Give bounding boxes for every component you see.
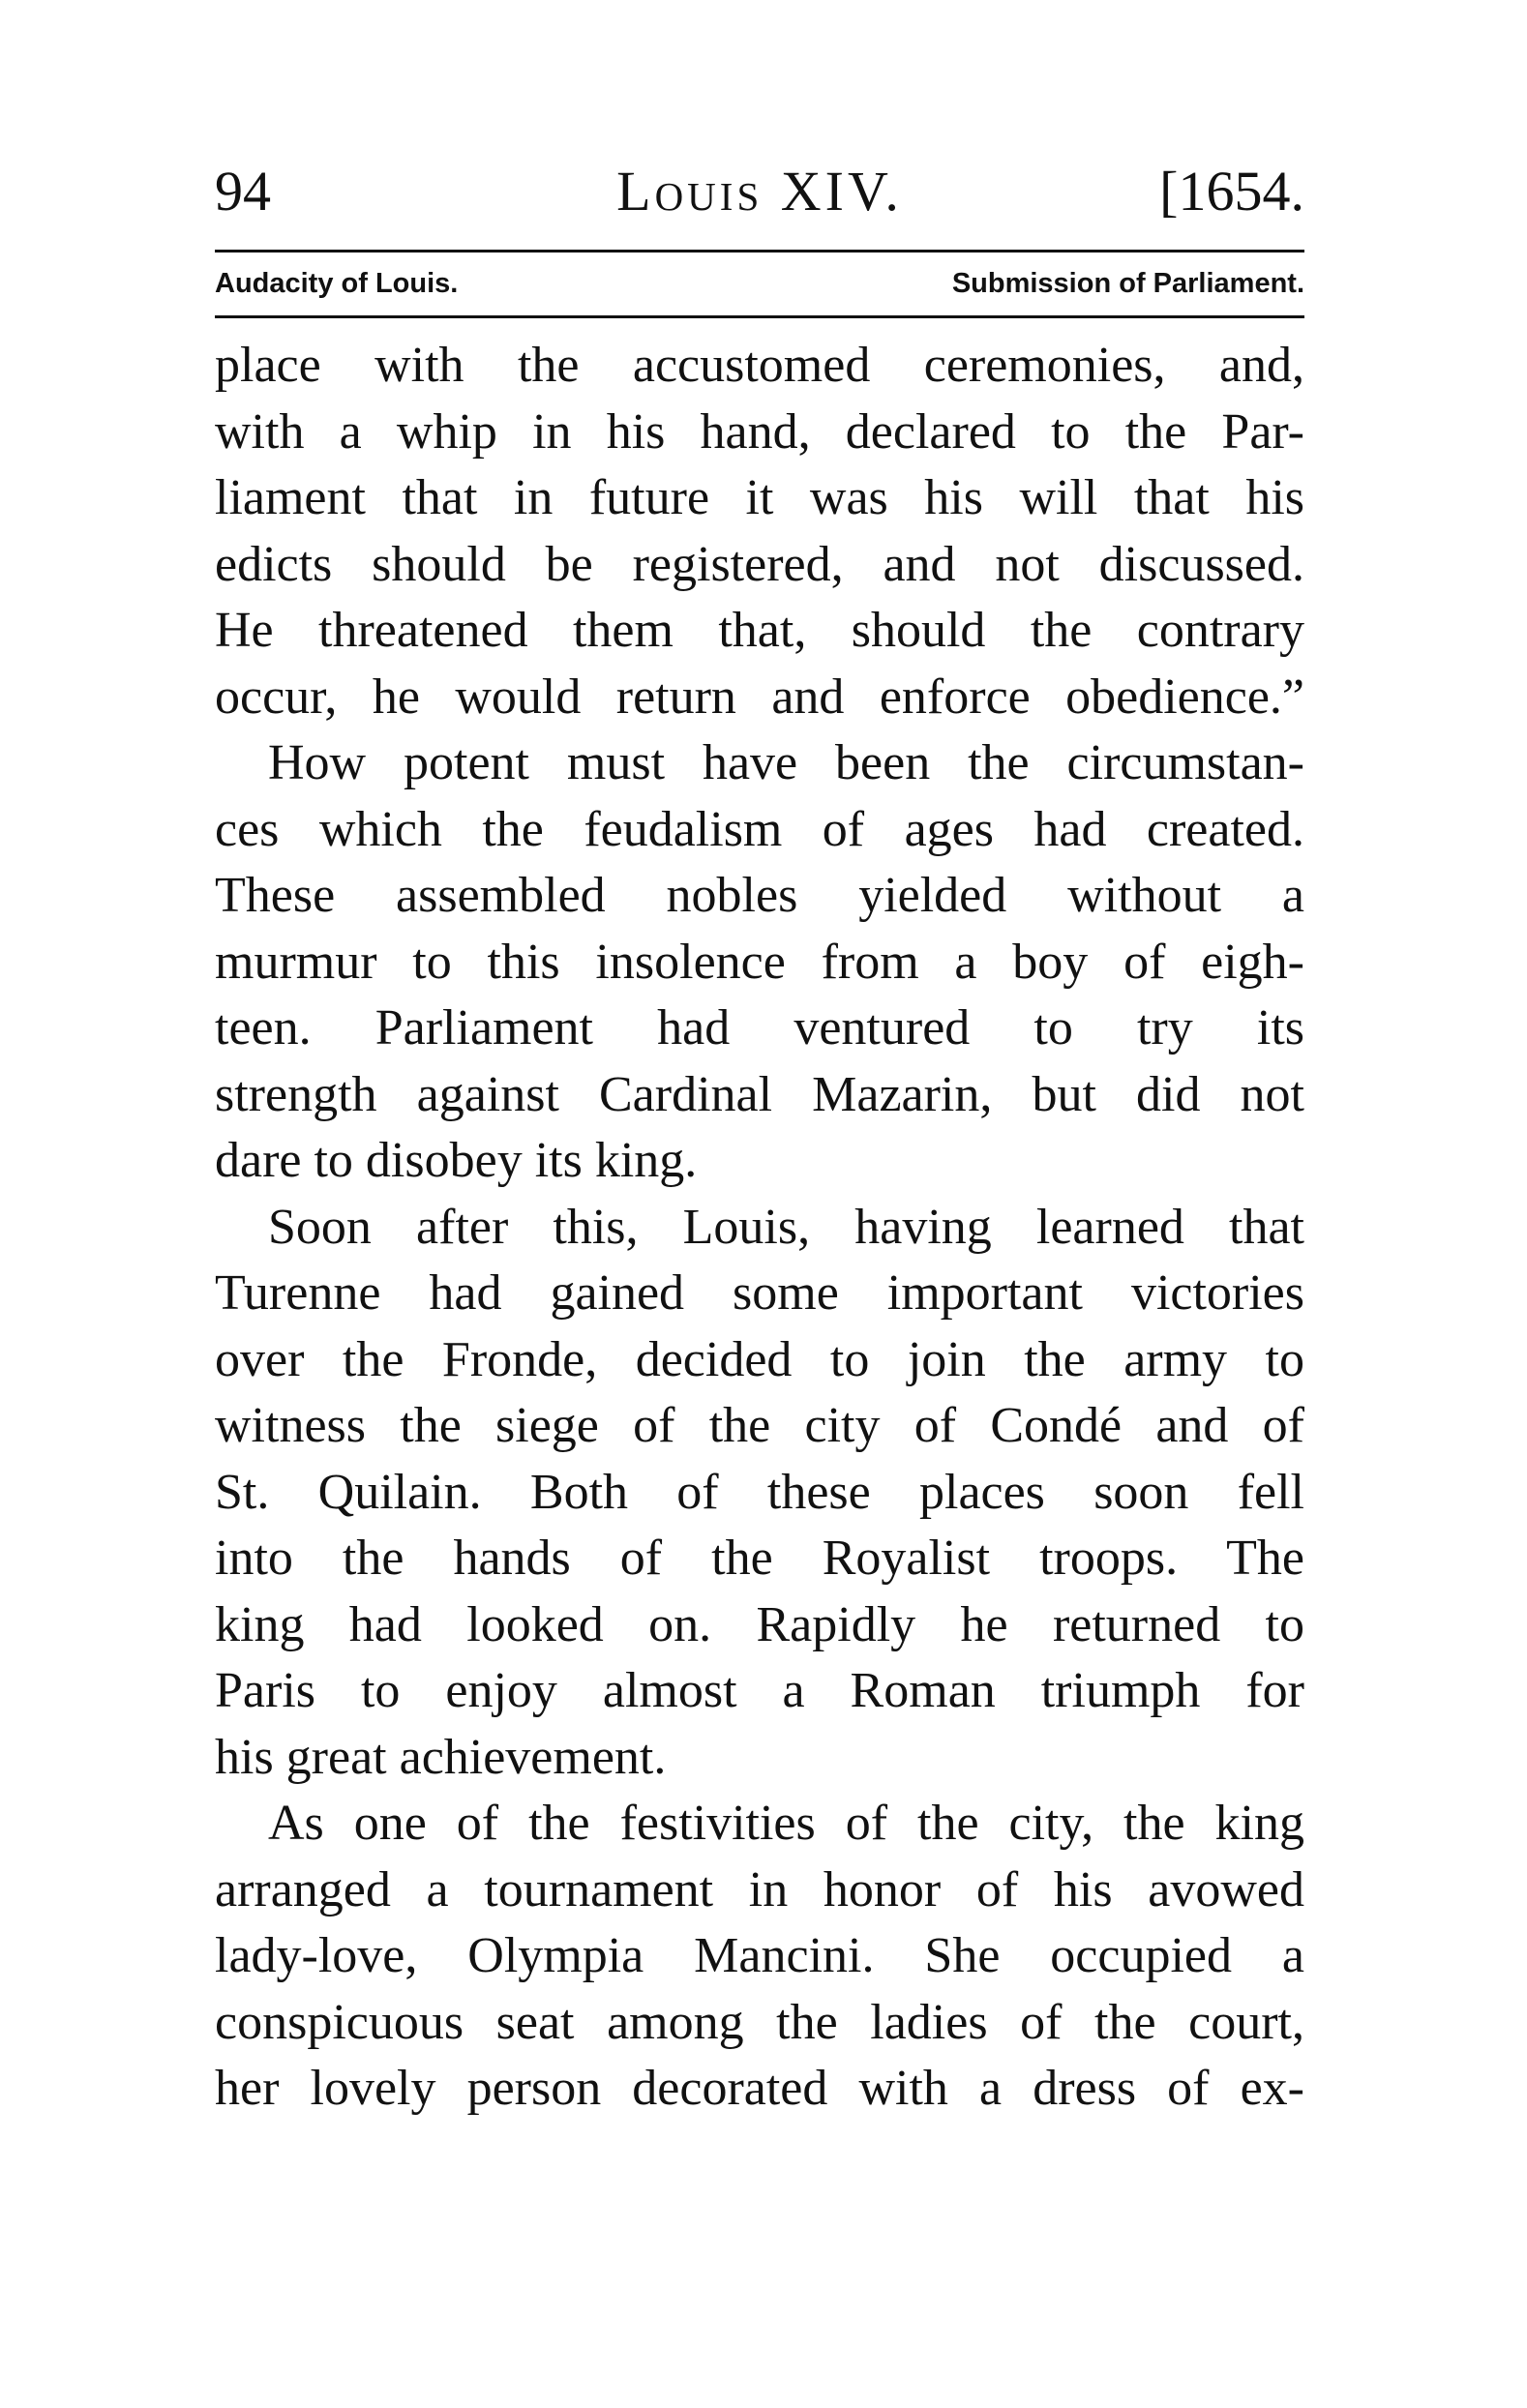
text-line: Soon after this, Louis, having learned that <box>268 1199 1304 1255</box>
text-line: over the Fronde, decided to join the army to <box>215 1331 1304 1387</box>
text-line: As one of the festivities of the city, the king <box>268 1796 1304 1851</box>
body-text <box>215 333 1304 2123</box>
text-line: ces which the feudalism of ages had created. <box>215 801 1304 857</box>
text-line: king had looked on. Rapidly he returned to <box>215 1596 1304 1652</box>
text-line: arranged a tournament in honor of his avowed <box>215 1861 1304 1917</box>
text-line: Paris to enjoy almost a Roman triumph for <box>215 1663 1304 1718</box>
paragraph <box>215 333 1304 730</box>
text-line: murmur to this insolence from a boy of eigh- <box>215 934 1304 990</box>
text-line: witness the siege of the city of Condé and of <box>215 1398 1304 1453</box>
running-year: [1654. <box>1159 160 1304 223</box>
text-line: How potent must have been the circumstan- <box>268 735 1304 790</box>
text-line: strength against Cardinal Mazarin, but did not <box>215 1066 1304 1122</box>
text-line: conspicuous seat among the ladies of the court, <box>215 1994 1304 2050</box>
text-line: Turenne had gained some important victories <box>215 1265 1304 1321</box>
running-head <box>215 153 1304 230</box>
text-line: dare to disobey its king. <box>215 1133 698 1188</box>
text-line: with a whip in his hand, declared to the Par- <box>215 403 1304 460</box>
text-line: place with the accustomed ceremonies, and, <box>215 338 1304 393</box>
header-rule-top <box>215 250 1304 253</box>
text-line: These assembled nobles yielded without a <box>215 868 1304 923</box>
subheads <box>215 256 1304 311</box>
header-rule-bottom <box>215 315 1304 318</box>
page-number: 94 <box>215 160 271 223</box>
text-line: liament that in future it was his will that his <box>215 470 1304 525</box>
subhead-right: Submission of Parliament. <box>951 268 1304 299</box>
paragraph <box>215 1791 1304 2123</box>
text-line: St. Quilain. Both of these places soon fell <box>215 1464 1304 1520</box>
running-title: Louis XIV. <box>616 160 903 223</box>
text-line: occur, he would return and enforce obedience.” <box>215 669 1304 725</box>
paragraph <box>215 730 1304 1195</box>
text-line: into the hands of the Royalist troops. The <box>215 1531 1304 1586</box>
text-line: teen. Parliament had ventured to try its <box>215 1000 1304 1055</box>
text-line: her lovely person decorated with a dress of ex- <box>215 2061 1304 2116</box>
paragraph <box>215 1195 1304 1792</box>
text-line: He threatened them that, should the contrary <box>215 603 1304 658</box>
text-line: his great achievement. <box>215 1729 667 1785</box>
text-line: lady-love, Olympia Mancini. She occupied a <box>215 1928 1304 1983</box>
text-line: edicts should be registered, and not discussed. <box>215 536 1304 592</box>
subhead-left: Audacity of Louis. <box>215 268 459 299</box>
